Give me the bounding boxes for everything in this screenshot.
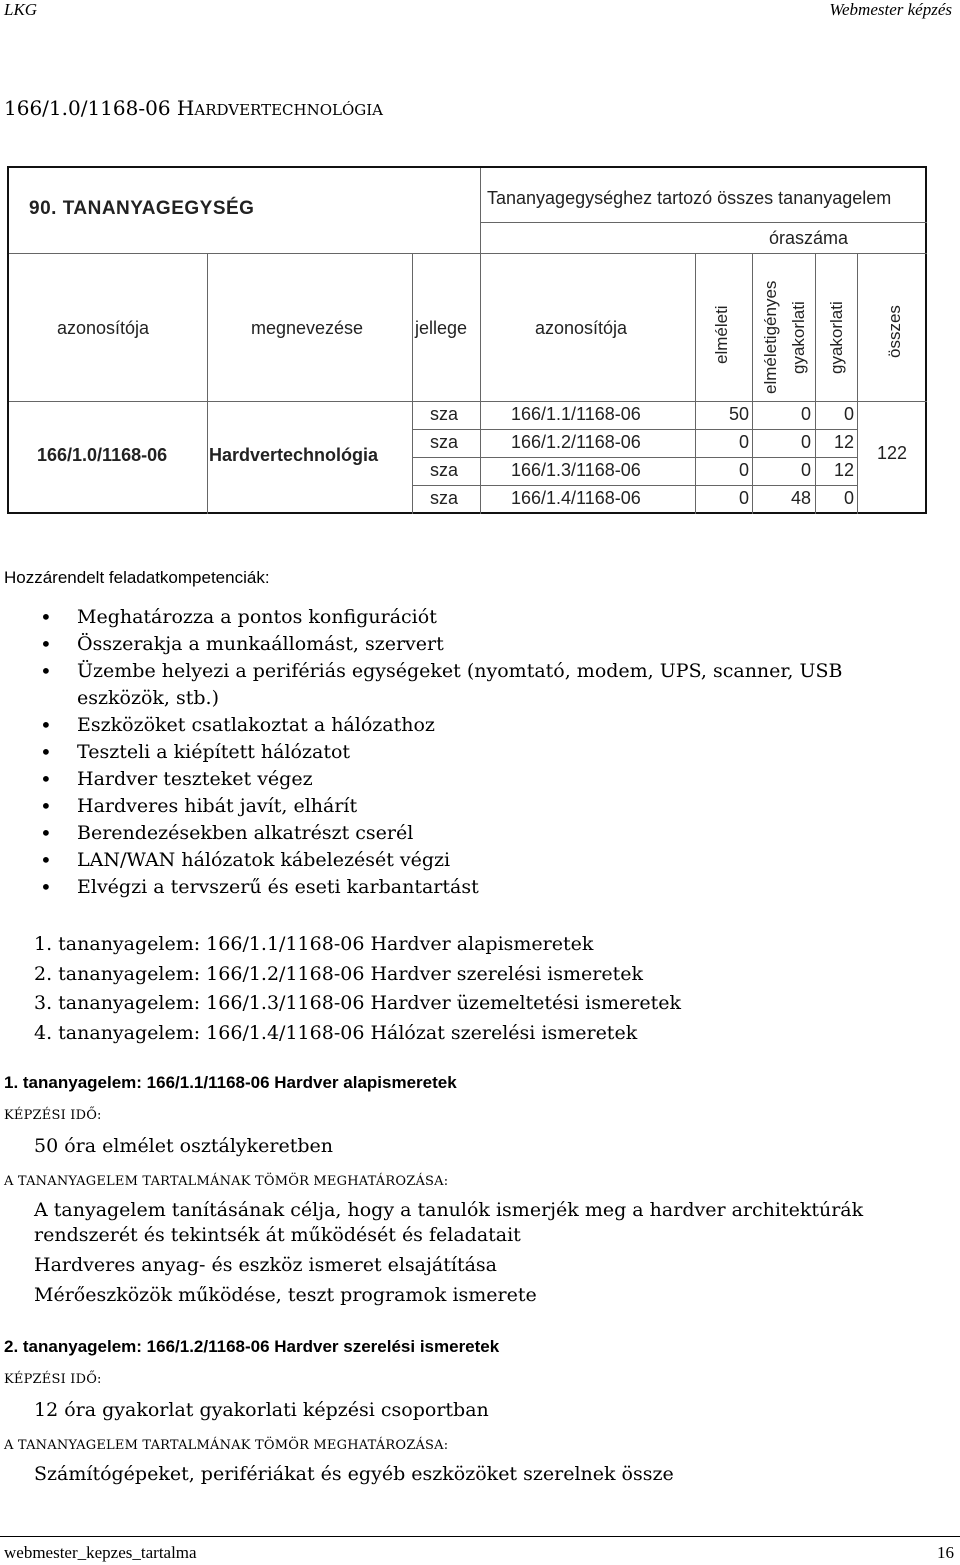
- col-megnevezese: megnevezése: [251, 318, 364, 338]
- footer-rule: [0, 1536, 960, 1537]
- row-type: sza: [430, 488, 459, 508]
- list-item: 4. tananyagelem: 166/1.4/1168-06 Hálózat szerelési ismeretek: [34, 1021, 638, 1044]
- oraszama-header: óraszáma: [769, 228, 849, 248]
- col-elmeleti: elméleti: [712, 305, 731, 364]
- footer-filename: webmester_kepzes_tartalma: [4, 1543, 197, 1562]
- page-title: [4, 96, 383, 120]
- section1-line: A tanyagelem tanításának célja, hogy a tanulók ismerjék meg a hardver architektúrák: [34, 1199, 864, 1221]
- row-elmeleti: 0: [738, 460, 749, 480]
- list-item: • Hardver teszteket végez: [40, 766, 920, 793]
- row-id: 166/1.2/1168-06: [511, 432, 641, 452]
- section2-ido-value: 12 óra gyakorlat gyakorlati képzési csoportban: [34, 1399, 489, 1421]
- curriculum-table: [7, 166, 927, 514]
- section1-tartalom-label: A TANANYAGELEM TARTALMÁNAK TÖMÖR MEGHATÁROZÁSA:: [4, 1174, 449, 1189]
- competencies-heading: Hozzárendelt feladatkompetenciák:: [4, 568, 270, 587]
- section2-tartalom-label: A TANANYAGELEM TARTALMÁNAK TÖMÖR MEGHATÁROZÁSA:: [4, 1438, 449, 1453]
- row-elmeletigenyes: 0: [800, 460, 811, 480]
- section2-ido-label: KÉPZÉSI IDŐ:: [4, 1372, 102, 1387]
- section2-line: Számítógépeket, perifériákat és egyéb eszközöket szerelnek össze: [34, 1463, 674, 1485]
- row-id: 166/1.1/1168-06: [511, 404, 641, 424]
- competency-list: [40, 604, 920, 901]
- unit-id: 166/1.0/1168-06: [37, 445, 168, 465]
- section1-heading: 1. tananyagelem: 166/1.1/1168-06 Hardver alapismeretek: [4, 1073, 457, 1092]
- list-item: • Üzembe helyezi a perifériás egységeket (nyomtató, modem, UPS, scanner, USB eszközök, stb.): [40, 658, 920, 712]
- header-right: Webmester képzés: [829, 0, 952, 19]
- row-elmeleti: 0: [738, 488, 749, 508]
- col-osszes: összes: [885, 305, 904, 358]
- row-id: 166/1.4/1168-06: [511, 488, 641, 508]
- row-elmeleti: 50: [728, 404, 749, 424]
- col-gyakorlati-1: gyakorlati: [789, 301, 808, 374]
- list-item: • Meghatározza a pontos konfigurációt: [40, 604, 920, 631]
- section1-ido-label: KÉPZÉSI IDŐ:: [4, 1108, 102, 1123]
- section1-line: rendszerét és tekintsék át működését és feladatait: [34, 1224, 521, 1246]
- list-item: • Hardveres hibát javít, elhárít: [40, 793, 920, 820]
- list-item: • Teszteli a kiépített hálózatot: [40, 739, 920, 766]
- row-elmeletigenyes: 0: [800, 432, 811, 452]
- row-gyakorlati: 0: [843, 404, 854, 424]
- section1-line: Hardveres anyag- és eszköz ismeret elsajátítása: [34, 1254, 497, 1276]
- row-gyakorlati: 0: [843, 488, 854, 508]
- list-item: 2. tananyagelem: 166/1.2/1168-06 Hardver szerelési ismeretek: [34, 962, 644, 985]
- list-item: • Összerakja a munkaállomást, szervert: [40, 631, 920, 658]
- section1-ido-value: 50 óra elmélet osztálykeretben: [34, 1135, 334, 1157]
- row-elmeletigenyes: 0: [800, 404, 811, 424]
- section2-heading: 2. tananyagelem: 166/1.2/1168-06 Hardver szerelési ismeretek: [4, 1337, 500, 1356]
- row-elmeletigenyes: 48: [790, 488, 811, 508]
- list-item: 3. tananyagelem: 166/1.3/1168-06 Hardver üzemeltetési ismeretek: [34, 992, 681, 1014]
- list-item: • Eszközöket csatlakoztat a hálózathoz: [40, 712, 920, 739]
- row-type: sza: [430, 460, 459, 480]
- right-title: Tananyagegységhez tartozó összes tananyagelem: [487, 188, 892, 208]
- row-gyakorlati: 12: [833, 432, 854, 452]
- title-code: 166/1.0/1168-06: [4, 96, 177, 120]
- col-gyakorlati-2: gyakorlati: [827, 301, 846, 374]
- col-azonositoja: azonosítója: [57, 318, 150, 338]
- col-azonositoja-2: azonosítója: [535, 318, 628, 338]
- total-hours: 122: [877, 443, 908, 463]
- list-item: • LAN/WAN hálózatok kábelezését végzi: [40, 847, 920, 874]
- header-left: LKG: [4, 0, 38, 19]
- row-type: sza: [430, 404, 459, 424]
- col-elmeletigenyes: elméletigényes: [761, 280, 780, 394]
- row-gyakorlati: 12: [833, 460, 854, 480]
- row-elmeleti: 0: [738, 432, 749, 452]
- list-item: • Elvégzi a tervszerű és eseti karbantartást: [40, 874, 920, 901]
- list-item: • Berendezésekben alkatrészt cserél: [40, 820, 920, 847]
- row-type: sza: [430, 432, 459, 452]
- col-jellege: jellege: [415, 318, 468, 338]
- row-id: 166/1.3/1168-06: [511, 460, 641, 480]
- page-number: 16: [937, 1543, 954, 1562]
- list-item: 1. tananyagelem: 166/1.1/1168-06 Hardver alapismeretek: [34, 933, 594, 955]
- unit-title: 90. TANANYAGEGYSÉG: [29, 198, 255, 219]
- unit-name: Hardvertechnológia: [209, 445, 379, 465]
- title-rest: ARDVERTECHNOLÓGIA: [194, 101, 384, 119]
- element-list: [34, 930, 681, 1048]
- title-first-letter: H: [176, 96, 195, 120]
- section1-line: Mérőeszközök működése, teszt programok ismerete: [34, 1284, 537, 1306]
